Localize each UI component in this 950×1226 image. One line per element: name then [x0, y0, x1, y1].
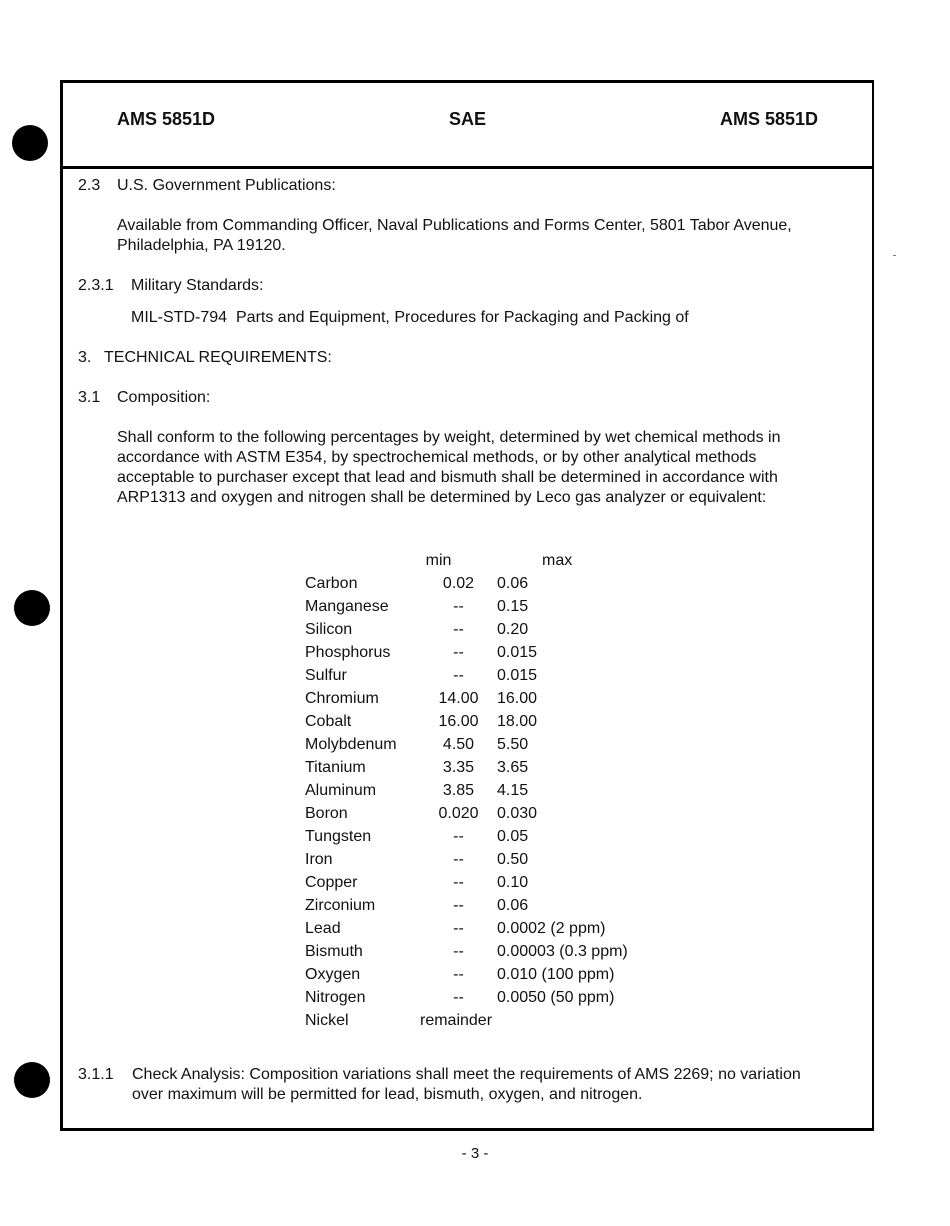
cell-max: 3.65: [497, 758, 529, 776]
table-row: [305, 664, 647, 687]
section-title: Military Standards:: [131, 277, 264, 294]
page-number: - 3 -: [461, 1145, 489, 1162]
cell-max: 0.015: [497, 666, 538, 684]
table-row: [305, 572, 647, 595]
table-row: [305, 940, 647, 963]
section-title: U.S. Government Publications:: [117, 177, 336, 194]
header-element: [305, 550, 420, 572]
cell-max: 0.06: [497, 896, 529, 914]
cell-element: Phosphorus: [305, 643, 391, 661]
standard-title: Parts and Equipment, Procedures for Packaging and Packing of: [236, 309, 689, 326]
table-row: [305, 687, 647, 710]
cell-element: Boron: [305, 804, 348, 822]
table-row: [305, 779, 647, 802]
cell-max: 0.06: [497, 574, 529, 592]
table-row: [305, 894, 647, 917]
cell-max: 0.015: [497, 643, 538, 661]
table-row: [305, 963, 647, 986]
section-paragraph: Check Analysis: Composition variations shall meet the requirements of AMS 2269; no variation over maximum will be permitted for lead, bismuth, oxygen, and nitrogen.: [132, 1066, 801, 1103]
section-title: TECHNICAL REQUIREMENTS:: [104, 349, 332, 366]
cell-min: 14.00: [438, 689, 479, 707]
table-row: [305, 871, 647, 894]
cell-min: --: [453, 965, 464, 983]
cell-min: --: [453, 827, 464, 845]
punch-hole: [14, 590, 50, 626]
table-row: [305, 733, 647, 756]
table-row: [305, 848, 647, 871]
cell-max: 0.15: [497, 597, 529, 615]
punch-hole: [12, 125, 48, 161]
cell-max: 0.10: [497, 873, 529, 891]
cell-element: Copper: [305, 873, 358, 891]
cell-max: 0.0050 (50 ppm): [497, 988, 615, 1006]
cell-max: 0.50: [497, 850, 529, 868]
scan-mark: [893, 255, 896, 256]
section-number: 2.3.1: [78, 277, 114, 294]
standard-id: MIL-STD-794: [131, 309, 228, 326]
cell-min: --: [453, 666, 464, 684]
cell-element: Oxygen: [305, 965, 361, 983]
cell-element: Chromium: [305, 689, 379, 707]
table-row: [305, 802, 647, 825]
cell-element: Tungsten: [305, 827, 372, 845]
header-publisher: SAE: [448, 109, 486, 129]
table-row: [305, 917, 647, 940]
cell-element: Cobalt: [305, 712, 352, 730]
cell-element: Manganese: [305, 597, 389, 615]
page-header: [63, 83, 872, 169]
cell-element: Molybdenum: [305, 735, 397, 753]
table-row: [305, 986, 647, 1009]
section-title: Composition:: [117, 389, 211, 406]
cell-max: 0.05: [497, 827, 529, 845]
composition-table: [305, 550, 647, 1032]
cell-min: --: [453, 643, 464, 661]
cell-min: --: [453, 896, 464, 914]
table-row: [305, 710, 647, 733]
cell-max: 0.0002 (2 ppm): [497, 919, 606, 937]
table-row: [305, 595, 647, 618]
cell-min: --: [453, 942, 464, 960]
cell-max: 0.010 (100 ppm): [497, 965, 615, 983]
cell-element: Zirconium: [305, 896, 376, 914]
header-max: max: [542, 552, 573, 569]
section-paragraph: Shall conform to the following percentages by weight, determined by wet chemical methods in accordance with ASTM E354, by spectrochemical methods, or by other analytical methods acceptable to purchaser except that lead and bismuth shall be determined in accordance with ARP1313 and oxygen and nitrogen shall be determined by Leco gas analyzer or equivalent:: [117, 429, 781, 506]
cell-element: Iron: [305, 850, 333, 868]
section-number: 3.1: [78, 389, 101, 406]
table-row: [305, 756, 647, 779]
cell-max: 4.15: [497, 781, 529, 799]
section-number: 2.3: [78, 177, 101, 194]
header-min: min: [425, 552, 452, 569]
table-row: [305, 641, 647, 664]
cell-element: Titanium: [305, 758, 366, 776]
header-doc-id-left: AMS 5851D: [117, 109, 216, 129]
cell-min: 3.35: [442, 758, 475, 776]
cell-max: 16.00: [497, 689, 538, 707]
section-paragraph: Available from Commanding Officer, Naval Publications and Forms Center, 5801 Tabor Avenue, Philadelphia, PA 19120.: [117, 217, 792, 254]
cell-element: Nitrogen: [305, 988, 366, 1006]
cell-max: 18.00: [497, 712, 538, 730]
cell-min: --: [453, 597, 464, 615]
cell-min: --: [453, 850, 464, 868]
table-row: [305, 825, 647, 848]
header-doc-id-right: AMS 5851D: [719, 109, 818, 129]
cell-min: 0.020: [438, 804, 479, 822]
cell-remainder: remainder: [420, 1011, 493, 1029]
cell-min: --: [453, 919, 464, 937]
cell-min: --: [453, 873, 464, 891]
cell-max: 0.030: [497, 804, 538, 822]
cell-element: Carbon: [305, 574, 358, 592]
cell-element: Nickel: [305, 1011, 349, 1029]
cell-element: Sulfur: [305, 666, 347, 684]
cell-max: 0.20: [497, 620, 529, 638]
cell-max: 5.50: [497, 735, 529, 753]
cell-min: 3.85: [442, 781, 475, 799]
cell-min: --: [453, 620, 464, 638]
cell-element: Lead: [305, 919, 341, 937]
cell-min: 16.00: [438, 712, 479, 730]
table-header-row: [305, 550, 647, 572]
table-row: [305, 618, 647, 641]
punch-hole: [14, 1062, 50, 1098]
cell-element: Silicon: [305, 620, 353, 638]
section-number: 3.1.1: [78, 1066, 114, 1083]
cell-max: 0.00003 (0.3 ppm): [497, 942, 628, 960]
table-row: [305, 1009, 647, 1032]
cell-min: 0.02: [442, 574, 475, 592]
cell-min: 4.50: [442, 735, 475, 753]
cell-element: Bismuth: [305, 942, 363, 960]
section-number: 3.: [78, 349, 92, 366]
cell-element: Aluminum: [305, 781, 377, 799]
cell-min: --: [453, 988, 464, 1006]
